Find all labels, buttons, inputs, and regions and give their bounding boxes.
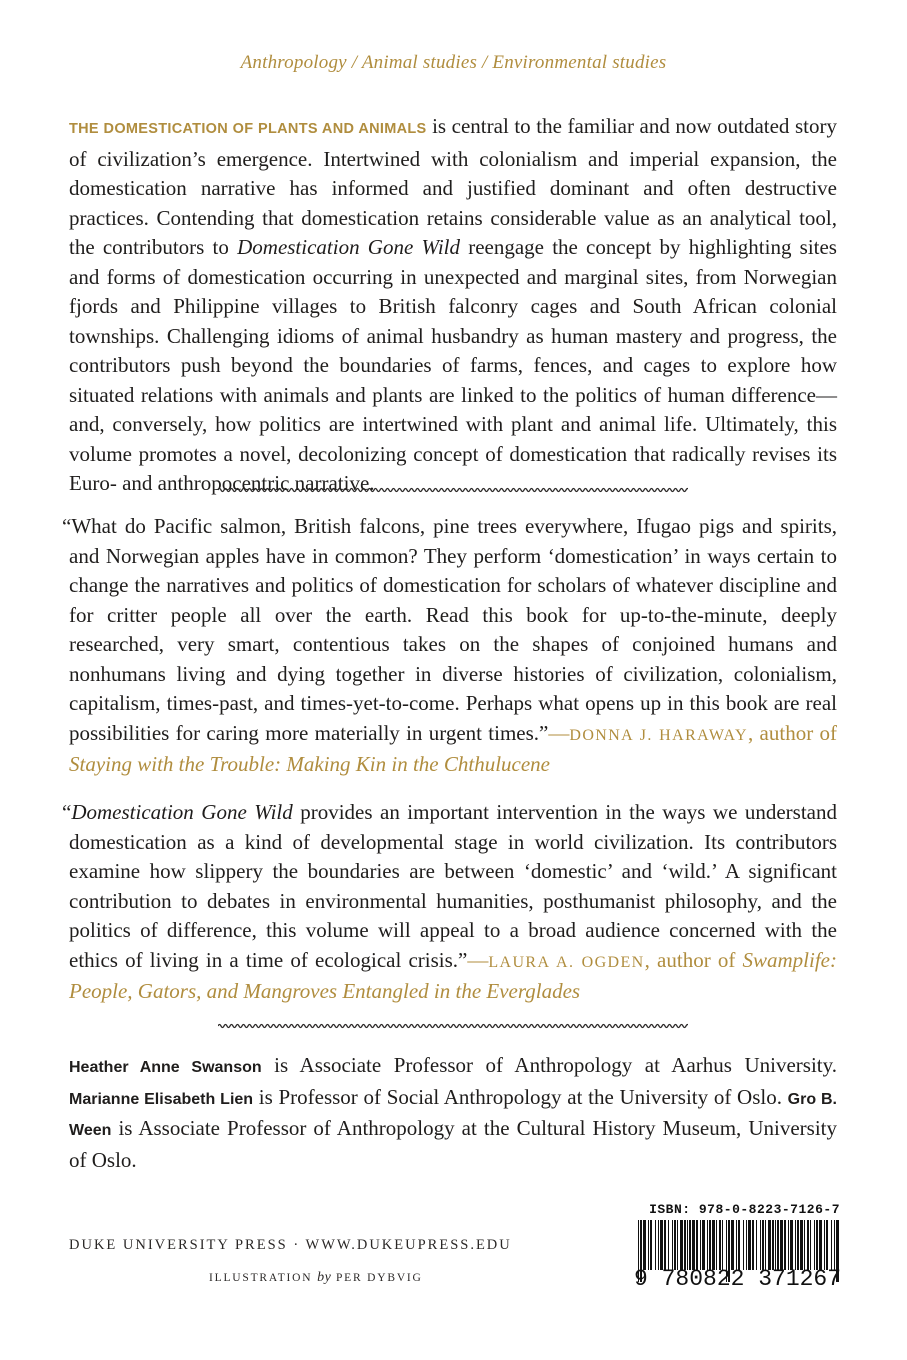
barcode-bar [768, 1220, 771, 1270]
barcode-bar [672, 1220, 673, 1270]
editor-bio-2: is Professor of Social Anthropology at the University of Oslo. [253, 1084, 788, 1109]
endorser-name: DONNA J. HARAWAY [569, 726, 748, 744]
barcode-bar [712, 1220, 715, 1270]
isbn-number: ISBN: 978-0-8223-7126-7 [649, 1202, 840, 1217]
barcode-bar [784, 1220, 786, 1270]
endorsement-book-title: Domestication Gone Wild [71, 800, 293, 824]
barcode-bar [660, 1220, 663, 1270]
barcode-bar [719, 1220, 721, 1270]
endorser-author-of: , author of [748, 720, 837, 745]
barcode-bar [707, 1220, 708, 1270]
endorsement-ogden [62, 798, 837, 1007]
barcode-bar [731, 1220, 734, 1270]
endorsement-haraway [62, 512, 837, 780]
endorser-work-title: Staying with the Trouble: Making Kin in the Chthulucene [69, 752, 551, 776]
barcode-bar [738, 1220, 740, 1270]
barcode-bar [762, 1220, 764, 1270]
editor-bios [69, 1051, 837, 1175]
editor-name-1: Heather Anne Swanson [69, 1059, 262, 1076]
barcode-bar [680, 1220, 683, 1270]
barcode-bar [816, 1220, 818, 1270]
barcode-bar [702, 1220, 705, 1270]
barcode-bar [800, 1220, 803, 1270]
barcode-bar [722, 1220, 723, 1270]
endorser-name: LAURA A. OGDEN [488, 953, 645, 971]
endorser-author-of: , author of [644, 947, 743, 972]
barcode-bar [797, 1220, 799, 1270]
wavy-divider [218, 484, 688, 496]
barcode-bar [658, 1220, 659, 1270]
barcode-bar [790, 1220, 793, 1270]
endorser-work-title: Swamplife: People, Gators, and Mangroves Entangled in the Everglades [69, 947, 837, 1003]
wavy-divider [218, 1020, 688, 1032]
endorsement-text: provides an important intervention in the ways we understand domestication as a kind of developmental stage in world civilization. Its contributors examine how slippery the boundaries are between ‘domestic’ and ‘wild.’ A significant contribution to debates in environmental humanities, posthumanist philosophy, and the politics of difference, this volume will appeal to a broad audience concerned with the ethics of living in a time of ecological crisis.” [69, 800, 837, 972]
endorsement-dash: — [467, 947, 489, 972]
barcode-bar [684, 1220, 686, 1270]
description-text-1: is central to the familiar and now outdated story of civilization’s emergence. Intertwined with colonialism and imperial expansion, the domestication narrative has informed and justified dominant and often destructive practices. Contending that domestication retains considerable value as an analytical tool, the contributors to [69, 114, 837, 259]
barcode-bar [780, 1220, 783, 1270]
editor-name-3: Gro B. Ween [69, 1090, 837, 1139]
barcode-bar [709, 1220, 711, 1270]
description-book-title: Domestication Gone Wild [237, 235, 460, 259]
barcode-bar [689, 1220, 691, 1270]
barcode-bar [834, 1220, 835, 1270]
barcode-bar [826, 1220, 828, 1270]
barcode [632, 1202, 844, 1298]
barcode-bar [772, 1220, 774, 1270]
endorsement-text: “What do Pacific salmon, British falcons, pine trees everywhere, Ifugao pigs and spirits, and Norwegian apples have in common? They perform ‘domestication’ in ways certain to change the narratives and politics of domestication for scholars of whatever discipline and for critter people all over the earth. Read this book for up-to-the-minute, deeply researched, very smart, contentious takes on the shapes of conjoined humans and nonhumans living and dying together in diverse histories of civilization, colonialism, capitalism, times-past, and times-yet-to-come. Perhaps what opens up in this book are real possibilities for caring more materially in urgent times.” [62, 514, 837, 745]
barcode-bar [716, 1220, 717, 1270]
barcode-bar [831, 1220, 832, 1270]
barcode-bar [692, 1220, 695, 1270]
barcode-bar [746, 1220, 747, 1270]
barcode-bar [765, 1220, 766, 1270]
barcode-bar [752, 1220, 754, 1270]
barcode-bar [824, 1220, 825, 1270]
description-text-2: reengage the concept by highlighting sites and forms of domestication occurring in unexpected and marginal sites, from Norwegian fjords and Philippine villages to British falconry cages and South African colonial townships. Challenging idioms of animal husbandry as human mastery and progress, the contributors push beyond the boundaries of farms, fences, and cages to explore how situated relations with animals and plants are linked to the politics of human difference—and, conversely, how politics are intertwined with plant and animal life. Ultimately, this volume promotes a novel, decolonizing concept of domestication that radically revises its Euro- and anthropocentric narrative. [69, 235, 837, 495]
endorsement-dash: — [548, 720, 570, 745]
illustration-label: ILLUSTRATION [209, 1272, 313, 1284]
description-lead: THE DOMESTICATION OF PLANTS AND ANIMALS [69, 121, 427, 137]
category-line: Anthropology / Animal studies / Environmental studies [240, 52, 667, 73]
barcode-bar [777, 1220, 779, 1270]
barcode-bar [788, 1220, 789, 1270]
barcode-bar [814, 1220, 815, 1270]
barcode-bar [775, 1220, 776, 1270]
barcode-bar [810, 1220, 811, 1270]
endorsement-open-quote: “ [62, 800, 72, 824]
barcode-bar [674, 1220, 676, 1270]
barcode-bar [687, 1220, 688, 1270]
editor-name-2: Marianne Elisabeth Lien [69, 1090, 254, 1108]
barcode-bar [700, 1220, 701, 1270]
barcode-bar [748, 1220, 751, 1270]
book-description [69, 112, 837, 499]
barcode-bar [664, 1220, 666, 1270]
barcode-bar [756, 1220, 757, 1270]
barcode-bar [650, 1220, 652, 1270]
barcode-bar [677, 1220, 678, 1270]
barcode-bar [743, 1220, 744, 1270]
barcode-bar [648, 1220, 649, 1270]
barcode-digits: 9 780822 371267 [634, 1266, 842, 1292]
barcode-bar [760, 1220, 761, 1270]
barcode-bar [668, 1220, 669, 1270]
barcode-bar [696, 1220, 698, 1270]
barcode-bar [819, 1220, 822, 1270]
barcode-bar [643, 1220, 646, 1270]
illustration-credit [209, 1270, 423, 1286]
editor-bio-1: is Associate Professor of Anthropology at Aarhus University. [261, 1053, 837, 1077]
barcode-bar [736, 1220, 737, 1270]
illustration-artist: PER DYBVIG [335, 1272, 423, 1284]
illustration-by: by [317, 1270, 332, 1285]
barcode-bar [655, 1220, 656, 1270]
editor-bio-3: is Associate Professor of Anthropology at the Cultural History Museum, University of Oslo. [69, 1116, 837, 1172]
barcode-bar [804, 1220, 805, 1270]
barcode-bar [807, 1220, 809, 1270]
barcode-bar [795, 1220, 796, 1270]
publisher-line: DUKE UNIVERSITY PRESS · WWW.DUKEUPRESS.EDU [69, 1237, 512, 1253]
